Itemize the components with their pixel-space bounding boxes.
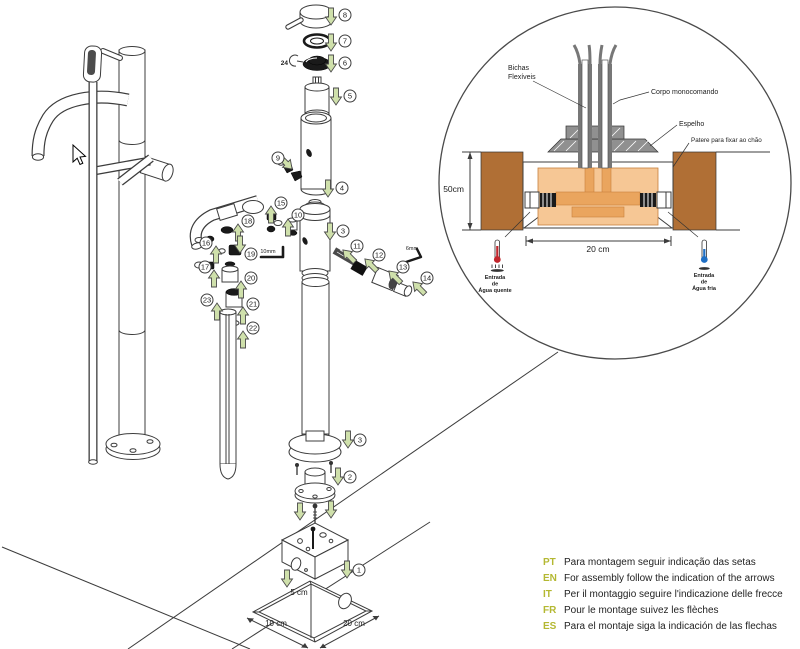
wrench-size-label: 24: [280, 60, 288, 67]
callout-22-num: 22: [248, 323, 258, 333]
callout-1-num: 1: [356, 565, 362, 575]
callout-18-num: 18: [243, 216, 253, 226]
exploded-view: [191, 5, 433, 648]
hex-key-10mm-label: 10mm: [260, 249, 276, 255]
callout-17-num: 17: [200, 262, 210, 272]
callout-7-num: 7: [342, 36, 348, 46]
callout-23: [201, 294, 223, 320]
floor-recess: [247, 581, 379, 648]
hex-key-6mm-label: 6mm: [405, 246, 419, 252]
floor-section-right: [673, 152, 716, 230]
lang-code-pt: PT: [543, 557, 556, 568]
callout-2: [333, 468, 357, 485]
part-escutcheon: [289, 431, 341, 462]
bichas-label-line2: Flexíveis: [508, 74, 536, 81]
callout-19: [235, 236, 258, 260]
assembled-spout: [32, 97, 128, 160]
callout-3-mid-num: 3: [340, 226, 346, 236]
callout-14: [409, 272, 433, 298]
callout-8-num: 8: [342, 10, 348, 20]
callout-11-num: 11: [353, 241, 361, 251]
assembled-main-column: [103, 47, 145, 447]
wrench-24-note: [281, 55, 303, 67]
hot-label-line1: Entrada: [484, 275, 506, 281]
part-handle: [288, 5, 332, 28]
callout-3-mid: [325, 223, 350, 240]
instruction-it: Per il montaggio seguire l'indicazione delle frecce: [564, 589, 783, 600]
hot-label-line2: de: [491, 281, 499, 288]
callout-1: [342, 561, 366, 578]
callout-7: [326, 34, 352, 51]
callout-20: [236, 272, 258, 298]
assembled-shower-column: [89, 82, 98, 464]
callout-3-bottom-num: 3: [357, 435, 363, 445]
assembled-faucet: [32, 46, 175, 465]
callout-14-num: 14: [422, 273, 432, 283]
part-trim-ring: [304, 35, 330, 48]
callout-9-num: 9: [275, 153, 281, 163]
callout-20-num: 20: [246, 273, 256, 283]
callout-2-num: 2: [347, 472, 353, 482]
lang-code-it: IT: [543, 589, 552, 600]
part-floor-block: [282, 523, 348, 579]
assembled-base-flange: [106, 434, 160, 460]
floor-section-left: [481, 152, 523, 230]
callout-5: [331, 88, 357, 105]
patere-label: Patere para fixar ao chão: [691, 137, 762, 144]
instruction-es: Para el montaje siga la indicación de las flechas: [564, 621, 777, 632]
mounting-block: [525, 168, 671, 225]
recess-right-dim-label: 20 cm: [343, 619, 365, 628]
callout-19-num: 19: [246, 249, 256, 259]
hot-label-line3: Água quente: [478, 288, 512, 294]
recess-depth-label: 5 cm: [290, 588, 308, 597]
callout-21-num: 21: [248, 299, 258, 309]
cold-label-line2: de: [700, 279, 708, 286]
callout-3-bottom: [343, 431, 367, 448]
callout-15-num: 15: [276, 198, 286, 208]
recess-left-dim-label: 10 cm: [265, 619, 287, 628]
mouse-cursor-icon: [73, 145, 86, 165]
callout-22: [238, 322, 260, 348]
espelho-label: Espelho: [679, 121, 705, 128]
width-dim-label: 20 cm: [586, 244, 610, 254]
cold-label-line3: Água fria: [692, 286, 716, 292]
callout-4: [323, 180, 349, 197]
instruction-en: For assembly follow the indication of the arrows: [564, 573, 775, 584]
callout-15: [266, 197, 288, 223]
callout-6-num: 6: [342, 58, 348, 68]
instruction-fr: Pour le montage suivez les flèches: [564, 605, 719, 616]
detail-inset: [439, 7, 791, 359]
cold-label-line1: Entrada: [693, 273, 715, 279]
callout-16: [200, 237, 222, 263]
callout-17: [199, 261, 220, 287]
callout-13-num: 13: [398, 262, 408, 272]
corpo-label: Corpo monocomando: [651, 89, 719, 96]
callout-23-num: 23: [202, 295, 212, 305]
callout-8: [326, 8, 352, 25]
callout-16-num: 16: [201, 238, 211, 248]
callout-4-num: 4: [339, 183, 345, 193]
callout-10-num: 10: [293, 210, 303, 220]
lang-code-es: ES: [543, 621, 557, 632]
bichas-label-line1: Bichas: [508, 65, 530, 72]
handshower-icon: [83, 46, 102, 83]
instructions-block: [543, 557, 783, 632]
height-dim-label: 50cm: [443, 184, 464, 194]
part-cartridge-nut: [303, 56, 331, 71]
callout-6: [326, 55, 352, 72]
instruction-pt: Para montagem seguir indicação das setas: [564, 557, 756, 568]
lang-code-en: EN: [543, 573, 557, 584]
callout-5-num: 5: [347, 91, 353, 101]
callout-18: [233, 215, 255, 241]
callout-12-num: 12: [374, 250, 384, 260]
hex-key-10mm: [260, 247, 283, 257]
hex-key-6mm: [403, 246, 421, 263]
part-lower-column: [300, 200, 330, 439]
lang-code-fr: FR: [543, 605, 557, 616]
